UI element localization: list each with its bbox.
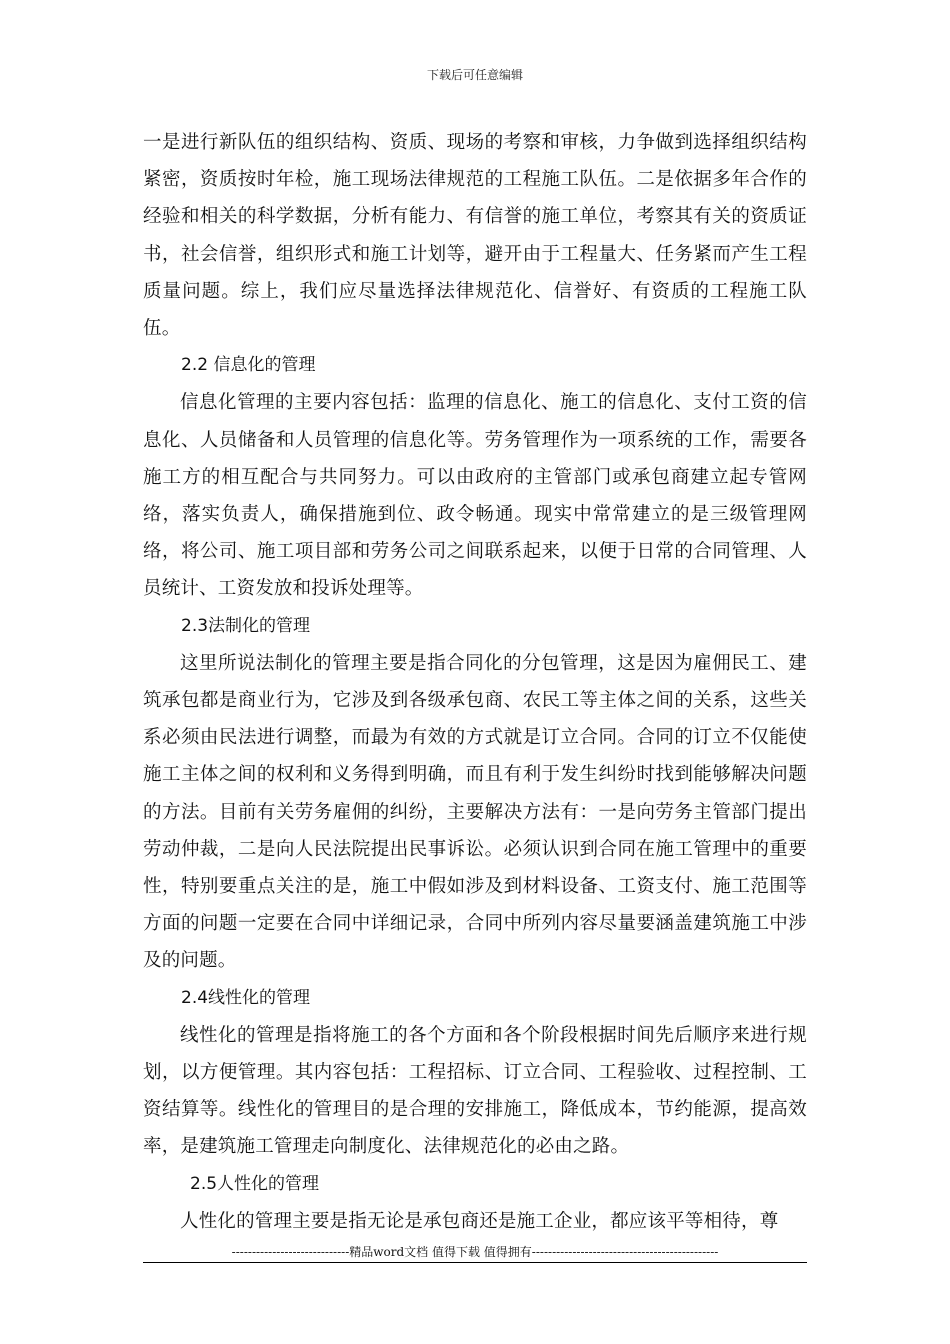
page-header: 下载后可任意编辑 <box>426 68 523 82</box>
page-footer: -----------------------------精品word文档 值得下载 值得拥有---------------------------------------------- <box>231 1245 719 1259</box>
paragraph-2: 信息化管理的主要内容包括：监理的信息化、施工的信息化、支付工资的信息化、人员储备和人员管理的信息化等。劳务管理作为一项系统的工作，需要各施工方的相互配合与共同努力。可以由政府的主管部门或承包商建立起专管网络，落实负责人，确保措施到位、政令畅通。现实中常常建立的是三级管理网络，将公司、施工项目部和劳务公司之间联系起来，以便于日常的合同管理、人员统计、工资发放和投诉处理等。 <box>143 392 807 600</box>
paragraph-1: 一是进行新队伍的组织结构、资质、现场的考察和审核，力争做到选择组织结构紧密，资质按时年检，施工现场法律规范的工程施工队伍。二是依据多年合作的经验和相关的科学数据，分析有能力、有信誉的施工单位，考察其有关的资质证书，社会信誉，组织形式和施工计划等，避开由于工程量大、任务紧而产生工程质量问题。综上，我们应尽量选择法律规范化、信誉好、有资质的工程施工队伍。 <box>143 132 807 340</box>
section-heading-2-2: 2.2 信息化的管理 <box>181 355 316 376</box>
section-heading-2-3: 2.3法制化的管理 <box>181 615 311 636</box>
footer-divider <box>143 1262 807 1263</box>
paragraph-3: 这里所说法制化的管理主要是指合同化的分包管理，这是因为雇佣民工、建筑承包都是商业行为，它涉及到各级承包商、农民工等主体之间的关系，这些关系必须由民法进行调整，而最为有效的方式就是订立合同。合同的订立不仅能使施工主体之间的权利和义务得到明确，而且有利于发生纠纷时找到能够解决问题的方法。目前有关劳务雇佣的纠纷，主要解决方法有：一是向劳务主管部门提出劳动仲裁，二是向人民法院提出民事诉讼。必须认识到合同在施工管理中的重要性，特别要重点关注的是，施工中假如涉及到材料设备、工资支付、施工范围等方面的问题一定要在合同中详细记录，合同中所列内容尽量要涵盖建筑施工中涉及的问题。 <box>143 652 807 972</box>
paragraph-5: 人性化的管理主要是指无论是承包商还是施工企业，都应该平等相待，尊 <box>180 1210 779 1232</box>
paragraph-4: 线性化的管理是指将施工的各个方面和各个阶段根据时间先后顺序来进行规划，以方便管理。其内容包括：工程招标、订立合同、工程验收、过程控制、工资结算等。线性化的管理目的是合理的安排施工，降低成本，节约能源，提高效率，是建筑施工管理走向制度化、法律规范化的必由之路。 <box>143 1024 807 1158</box>
document-body <box>143 124 807 1240</box>
section-heading-2-4: 2.4线性化的管理 <box>181 987 311 1008</box>
section-heading-2-5: 2.5人性化的管理 <box>190 1173 320 1194</box>
